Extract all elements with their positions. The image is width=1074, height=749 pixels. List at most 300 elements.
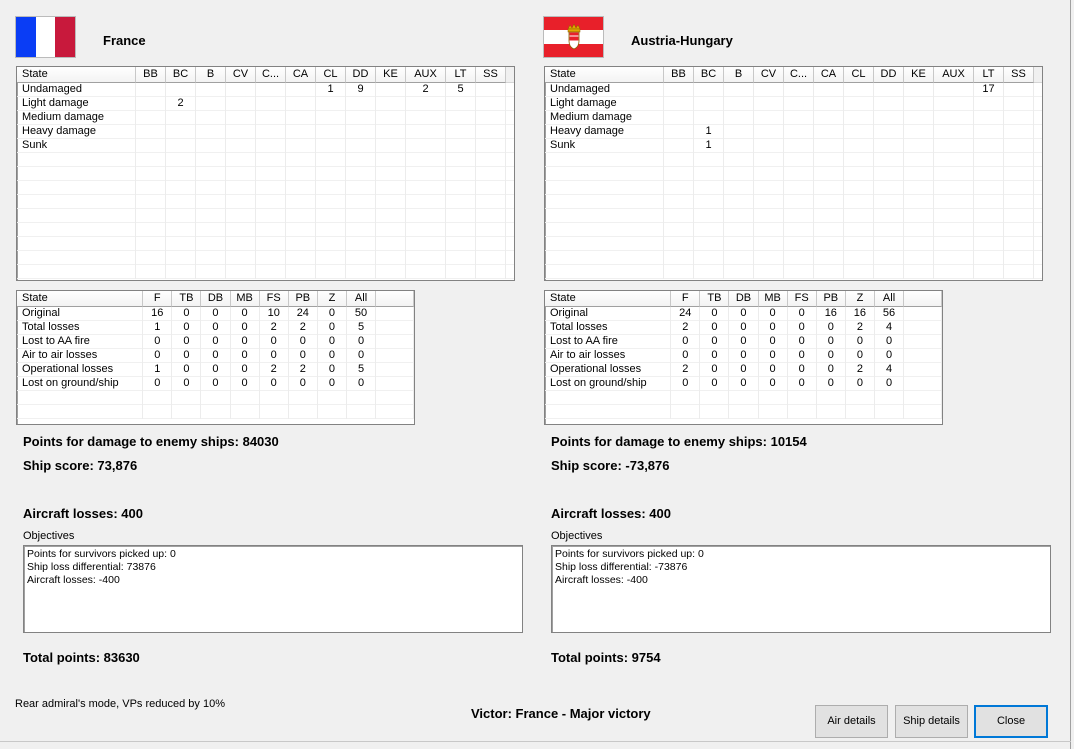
column-header[interactable]: State [17,291,143,307]
table-cell: 0 [318,377,347,391]
table-cell [904,83,934,97]
table-row[interactable] [545,265,1042,279]
table-cell [136,181,166,195]
table-row[interactable] [545,139,1042,153]
victor-label: Victor: France - Major victory [471,706,651,721]
table-cell [446,181,476,195]
table-cell [904,139,934,153]
table-cell [347,405,376,419]
table-cell: 2 [846,321,875,335]
table-row[interactable] [17,405,414,419]
column-header[interactable]: FS [788,291,817,307]
table-cell [875,405,904,419]
table-cell [376,83,406,97]
column-header[interactable]: DB [729,291,758,307]
table-cell: 2 [260,321,289,335]
table-cell [286,265,316,279]
table-cell [724,223,754,237]
aircraft-status-table[interactable] [16,290,415,425]
table-cell [286,111,316,125]
column-header[interactable]: SS [476,67,506,83]
column-header[interactable] [904,291,942,307]
table-cell [724,237,754,251]
table-row[interactable] [545,391,942,405]
table-cell [201,391,230,405]
table-cell [874,97,904,111]
table-cell [406,223,446,237]
table-cell [476,83,506,97]
table-cell [671,391,700,405]
table-cell: 2 [260,363,289,377]
table-cell [904,251,934,265]
table-cell [17,195,136,209]
table-cell: 0 [201,321,230,335]
column-header[interactable]: CV [754,67,784,83]
table-cell [844,251,874,265]
table-row[interactable] [17,377,414,391]
table-cell [934,209,974,223]
table-cell [724,251,754,265]
table-cell [346,251,376,265]
table-cell [17,265,136,279]
table-row[interactable] [545,251,1042,265]
table-cell: 4 [875,321,904,335]
table-cell [729,391,758,405]
column-header[interactable]: KE [904,67,934,83]
table-row[interactable] [17,153,514,167]
column-header[interactable]: TB [700,291,729,307]
table-cell [136,265,166,279]
table-row[interactable] [17,335,414,349]
table-cell [136,111,166,125]
table-cell [844,167,874,181]
table-cell [844,153,874,167]
objective-line: Aircraft losses: -400 [27,574,120,586]
column-header[interactable]: DD [346,67,376,83]
table-cell [545,153,664,167]
column-header[interactable]: AUX [406,67,446,83]
table-row[interactable] [17,321,414,335]
table-cell: 4 [875,363,904,377]
table-row[interactable] [545,237,1042,251]
table-cell [226,83,256,97]
table-cell [226,125,256,139]
table-row[interactable] [17,209,514,223]
table-cell [136,251,166,265]
table-cell [196,153,226,167]
table-cell: 0 [289,335,318,349]
table-cell [136,153,166,167]
table-cell [406,167,446,181]
table-cell: 0 [172,363,201,377]
ship-details-button[interactable]: Ship details [895,705,968,738]
table-cell [226,167,256,181]
table-cell [724,209,754,223]
table-cell [664,111,694,125]
table-cell [974,139,1004,153]
table-cell [376,237,406,251]
table-cell [406,111,446,125]
table-header [545,67,1042,83]
table-cell [476,223,506,237]
table-cell [286,97,316,111]
table-cell [724,125,754,139]
table-cell: Air to air losses [17,349,143,363]
objectives-box[interactable] [551,545,1051,633]
table-row[interactable] [545,195,1042,209]
table-cell: 0 [201,363,230,377]
table-cell [1004,181,1034,195]
table-row[interactable] [17,83,514,97]
table-cell [724,181,754,195]
table-cell: Original [545,307,671,321]
table-cell [814,195,844,209]
table-row[interactable] [545,209,1042,223]
column-header[interactable]: TB [172,291,201,307]
table-cell [196,195,226,209]
table-cell [904,223,934,237]
table-cell [545,181,664,195]
table-cell [814,111,844,125]
table-cell: Lost to AA fire [545,335,671,349]
table-cell: 0 [201,377,230,391]
table-cell [545,237,664,251]
table-cell [814,251,844,265]
table-cell [759,405,788,419]
table-cell [875,391,904,405]
column-header[interactable]: BB [136,67,166,83]
table-cell [376,321,414,335]
table-row[interactable] [545,181,1042,195]
table-cell [724,83,754,97]
table-cell: 5 [347,363,376,377]
table-cell [166,237,196,251]
table-cell: 16 [846,307,875,321]
table-row[interactable] [545,97,1042,111]
table-cell [256,251,286,265]
table-cell: 0 [671,335,700,349]
table-cell: 0 [788,377,817,391]
table-row[interactable] [17,307,414,321]
air-details-button[interactable]: Air details [815,705,888,738]
table-cell [754,139,784,153]
table-row[interactable] [545,335,942,349]
table-cell: 0 [231,307,260,321]
table-cell [316,111,346,125]
table-cell [446,125,476,139]
column-header[interactable]: State [17,67,136,83]
column-header[interactable]: B [724,67,754,83]
table-cell [476,265,506,279]
column-header[interactable]: SS [1004,67,1034,83]
table-cell [1004,125,1034,139]
column-header[interactable]: LT [974,67,1004,83]
table-cell [196,223,226,237]
table-cell [446,153,476,167]
table-cell [874,209,904,223]
table-cell [1004,265,1034,279]
table-cell: 1 [143,321,172,335]
aircraft-losses: Aircraft losses: 400 [23,506,143,521]
table-header [17,67,514,83]
table-cell [934,195,974,209]
table-cell [476,237,506,251]
table-cell: 2 [406,83,446,97]
column-header[interactable]: PB [289,291,318,307]
table-row[interactable] [17,167,514,181]
table-cell [143,405,172,419]
table-cell [17,181,136,195]
column-header[interactable]: Z [846,291,875,307]
column-header[interactable]: KE [376,67,406,83]
table-cell: 0 [817,349,846,363]
column-header[interactable]: CA [286,67,316,83]
table-row[interactable] [545,349,942,363]
column-header[interactable]: CL [316,67,346,83]
column-header[interactable]: FS [260,291,289,307]
close-button[interactable]: Close [974,705,1048,738]
table-cell [1004,195,1034,209]
table-cell [166,251,196,265]
column-header[interactable]: C... [784,67,814,83]
table-row[interactable] [545,363,942,377]
table-cell [316,139,346,153]
table-cell [166,167,196,181]
table-row[interactable] [17,97,514,111]
table-row[interactable] [17,139,514,153]
table-cell: 0 [817,321,846,335]
table-cell [724,153,754,167]
table-cell [226,111,256,125]
table-cell [694,251,724,265]
column-header[interactable]: CA [814,67,844,83]
table-row[interactable] [17,237,514,251]
table-cell [874,111,904,125]
table-row[interactable] [17,391,414,405]
table-cell [784,223,814,237]
column-header[interactable]: PB [817,291,846,307]
table-row[interactable] [545,405,942,419]
table-cell [406,97,446,111]
table-cell [346,111,376,125]
table-cell [346,209,376,223]
table-cell: 0 [201,307,230,321]
table-cell [844,139,874,153]
table-row[interactable] [17,111,514,125]
table-row[interactable] [545,167,1042,181]
table-cell: 0 [875,349,904,363]
table-cell: 0 [201,349,230,363]
table-cell [934,125,974,139]
table-cell [874,237,904,251]
table-cell [376,153,406,167]
table-cell: 0 [817,363,846,377]
table-cell: 1 [694,139,724,153]
table-cell [724,167,754,181]
table-cell [724,111,754,125]
total-points: Total points: 9754 [551,650,661,665]
table-cell [694,97,724,111]
table-cell [904,377,942,391]
table-row[interactable] [17,125,514,139]
column-header[interactable]: State [545,291,671,307]
table-row[interactable] [545,223,1042,237]
column-header[interactable]: CL [844,67,874,83]
flag-stripe [36,17,56,57]
table-cell [136,139,166,153]
table-cell: 0 [143,377,172,391]
column-header[interactable]: DB [201,291,230,307]
table-cell [17,391,143,405]
table-cell [196,265,226,279]
table-cell [166,181,196,195]
table-cell [788,391,817,405]
column-header[interactable]: CV [226,67,256,83]
table-row[interactable] [545,111,1042,125]
table-cell: 0 [729,307,758,321]
column-header[interactable]: LT [446,67,476,83]
table-cell [376,307,414,321]
table-cell: 0 [759,335,788,349]
table-row[interactable] [545,153,1042,167]
column-header[interactable]: B [196,67,226,83]
table-cell [256,195,286,209]
table-cell: Original [17,307,143,321]
ship-status-table[interactable] [16,66,515,281]
column-header[interactable]: All [347,291,376,307]
table-cell: 0 [347,349,376,363]
table-cell [874,223,904,237]
table-cell [376,391,414,405]
column-header[interactable]: MB [759,291,788,307]
table-row[interactable] [17,363,414,377]
table-cell: 0 [875,377,904,391]
table-cell [166,265,196,279]
table-row[interactable] [545,307,942,321]
objectives-box[interactable] [23,545,523,633]
rear-admiral-mode-note: Rear admiral's mode, VPs reduced by 10% [15,698,225,710]
table-cell [376,97,406,111]
table-header [545,291,942,307]
table-cell: Operational losses [545,363,671,377]
column-header[interactable]: C... [256,67,286,83]
column-header[interactable]: State [545,67,664,83]
table-cell [974,223,1004,237]
table-cell [1004,209,1034,223]
column-header[interactable]: MB [231,291,260,307]
column-header[interactable]: DD [874,67,904,83]
table-cell [724,97,754,111]
table-cell: 0 [788,307,817,321]
column-header[interactable]: BC [166,67,196,83]
table-row[interactable] [545,125,1042,139]
column-header[interactable]: BC [694,67,724,83]
table-cell: 0 [729,335,758,349]
table-cell [446,237,476,251]
table-cell [1004,223,1034,237]
flag-stripe [55,17,75,57]
column-header[interactable]: F [143,291,172,307]
table-cell: 2 [671,321,700,335]
table-cell [974,251,1004,265]
table-cell: Air to air losses [545,349,671,363]
table-cell [226,223,256,237]
table-cell: Undamaged [17,83,136,97]
column-header[interactable]: All [875,291,904,307]
table-cell [316,265,346,279]
table-row[interactable] [17,223,514,237]
table-row[interactable] [545,377,942,391]
table-cell [286,195,316,209]
objectives-label: Objectives [551,530,603,542]
points-for-damage: Points for damage to enemy ships: 10154 [551,434,807,449]
table-cell: 50 [347,307,376,321]
column-header[interactable] [376,291,414,307]
table-cell [316,237,346,251]
table-row[interactable] [17,181,514,195]
table-cell: 0 [700,377,729,391]
table-cell [1004,111,1034,125]
table-cell [844,97,874,111]
table-cell [664,83,694,97]
aircraft-status-table[interactable] [544,290,943,425]
table-cell [376,195,406,209]
table-cell [844,195,874,209]
column-header[interactable]: AUX [934,67,974,83]
table-cell [844,237,874,251]
column-header[interactable]: Z [318,291,347,307]
table-cell [844,111,874,125]
table-cell [286,83,316,97]
table-cell [376,125,406,139]
table-row[interactable] [545,83,1042,97]
table-cell [286,167,316,181]
table-cell [664,167,694,181]
table-cell [136,195,166,209]
column-header[interactable]: F [671,291,700,307]
table-cell [318,391,347,405]
table-cell [376,363,414,377]
table-row[interactable] [17,349,414,363]
table-cell: 0 [729,363,758,377]
table-cell [974,167,1004,181]
table-cell: 0 [788,363,817,377]
table-cell [754,167,784,181]
table-cell [784,167,814,181]
table-cell: Total losses [545,321,671,335]
table-cell [784,97,814,111]
table-header [17,291,414,307]
table-row[interactable] [17,251,514,265]
table-cell [784,111,814,125]
side-panel-france [0,0,530,680]
window-frame-bottom [0,741,1071,742]
table-cell [231,391,260,405]
table-cell: 0 [260,335,289,349]
table-row[interactable] [545,321,942,335]
table-row[interactable] [17,195,514,209]
table-cell: 2 [289,321,318,335]
table-row[interactable] [17,265,514,279]
ship-status-table[interactable] [544,66,1043,281]
table-cell [446,223,476,237]
table-cell [406,139,446,153]
table-cell: 0 [788,321,817,335]
table-cell [724,265,754,279]
table-cell: 0 [318,307,347,321]
table-cell [846,405,875,419]
column-header[interactable]: BB [664,67,694,83]
